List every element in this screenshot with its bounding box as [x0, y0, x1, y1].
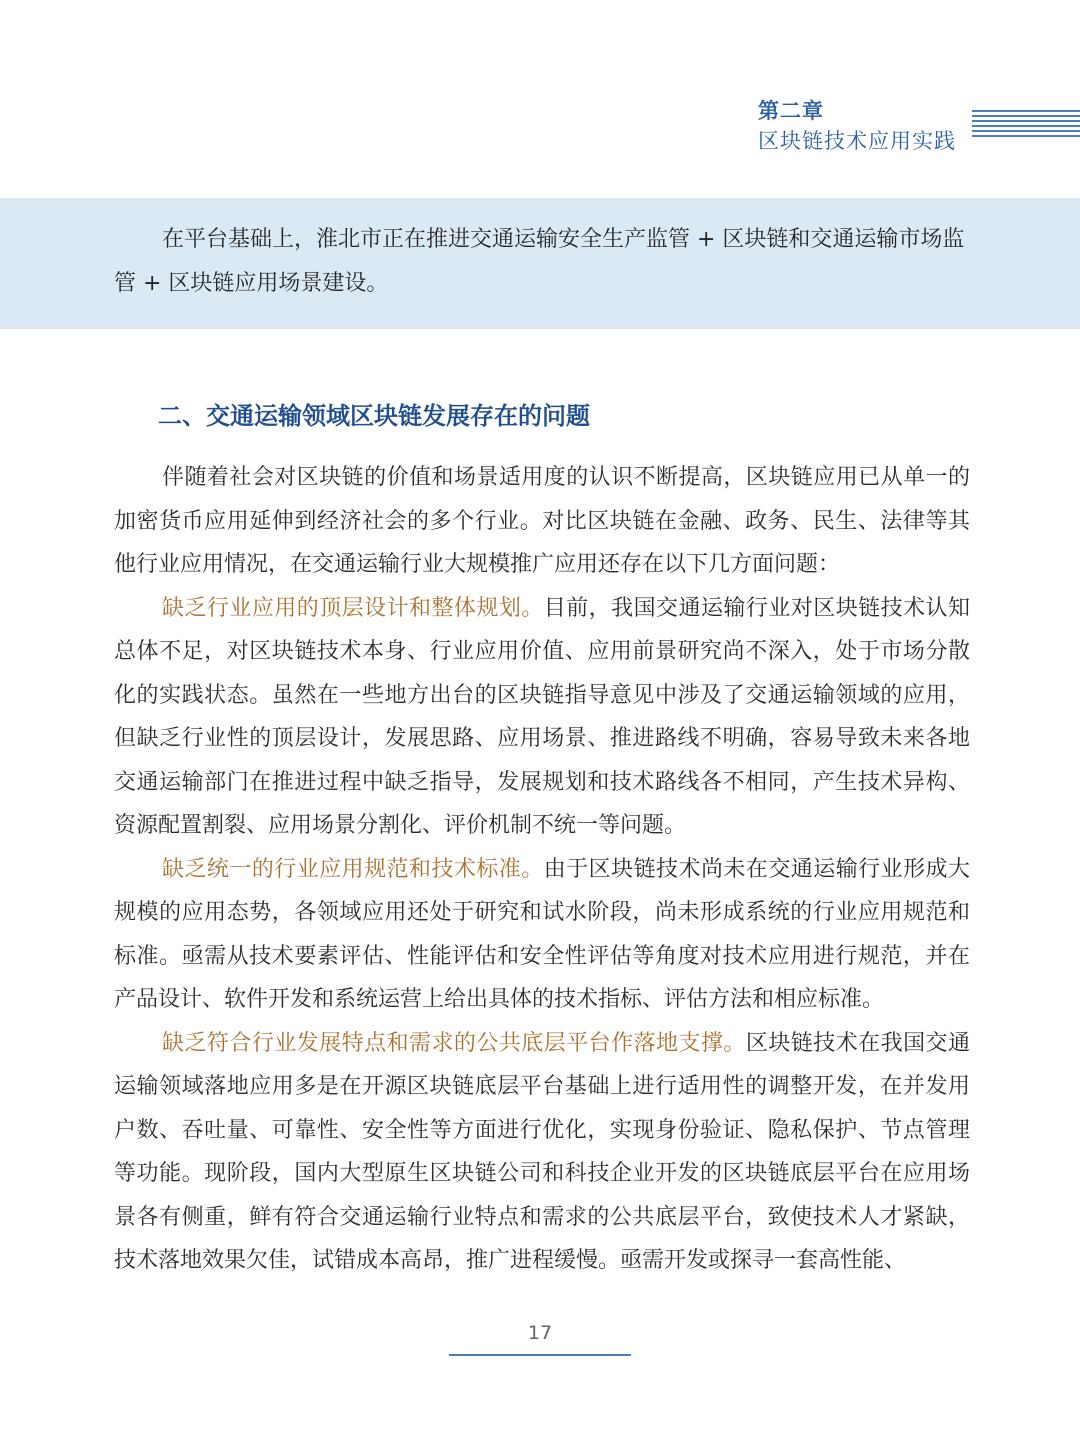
chapter-title: 区块链技术应用实践 [758, 129, 956, 153]
callout-box [0, 198, 1080, 329]
paragraph-lead: 缺乏统一的行业应用规范和技术标准。 [162, 856, 544, 882]
paragraph-text: 目前，我国交通运输行业对区块链技术认知总体不足，对区块链技术本身、行业应用价值、应用前景研究尚不深入，处于市场分散化的实践状态。虽然在一些地方出台的区块链指导意见中涉及了交通运输领域的应用，但缺乏行业性的顶层设计，发展思路、应用场景、推进路线不明确，容易导致未来各地交通运输部门在推进过程中缺乏指导，发展规划和技术路线各不相同，产生技术异构、资源配置割裂、应用场景分割化、评价机制不统一等问题。 [114, 595, 970, 838]
paragraph [114, 456, 970, 587]
body-text [114, 456, 970, 1283]
paragraph-text: 伴随着社会对区块链的价值和场景适用度的认识不断提高，区块链应用已从单一的加密货币应用延伸到经济社会的多个行业。对比区块链在金融、政务、民生、法律等其他行业应用情况，在交通运输行业大规模推广应用还存在以下几方面问题： [114, 465, 970, 577]
page-number-rule [449, 1354, 631, 1356]
paragraph [114, 587, 970, 848]
page-number: 17 [527, 1322, 553, 1344]
chapter-header [758, 96, 956, 156]
chapter-number: 第二章 [758, 99, 824, 123]
paragraph-lead: 缺乏符合行业发展特点和需求的公共底层平台作落地支撑。 [162, 1030, 746, 1056]
paragraph [114, 1022, 970, 1283]
paragraph-lead: 缺乏行业应用的顶层设计和整体规划。 [162, 595, 544, 621]
paragraph-text: 由于区块链技术尚未在交通运输行业形成大规模的应用态势，各领域应用还处于研究和试水阶段，尚未形成系统的行业应用规范和标准。亟需从技术要素评估、性能评估和安全性评估等角度对技术应用进行规范，并在产品设计、软件开发和系统运营上给出具体的技术指标、评估方法和相应标准。 [114, 856, 970, 1012]
paragraph-text: 区块链技术在我国交通运输领域落地应用多是在开源区块链底层平台基础上进行适用性的调整开发，在并发用户数、吞吐量、可靠性、安全性等方面进行优化，实现身份验证、隐私保护、节点管理等功能。现阶段，国内大型原生区块链公司和科技企业开发的区块链底层平台在应用场景各有侧重，鲜有符合交通运输行业特点和需求的公共底层平台，致使技术人才紧缺，技术落地效果欠佳，试错成本高昂，推广进程缓慢。亟需开发或探寻一套高性能、 [114, 1030, 970, 1273]
callout-text: 在平台基础上，淮北市正在推进交通运输安全生产监管 + 区块链和交通运输市场监管 + 区块链应用场景建设。 [114, 227, 965, 296]
section-heading: 二、交通运输领域区块链发展存在的问题 [158, 402, 590, 430]
paragraph [114, 848, 970, 1022]
header-decoration-lines [972, 110, 1080, 140]
